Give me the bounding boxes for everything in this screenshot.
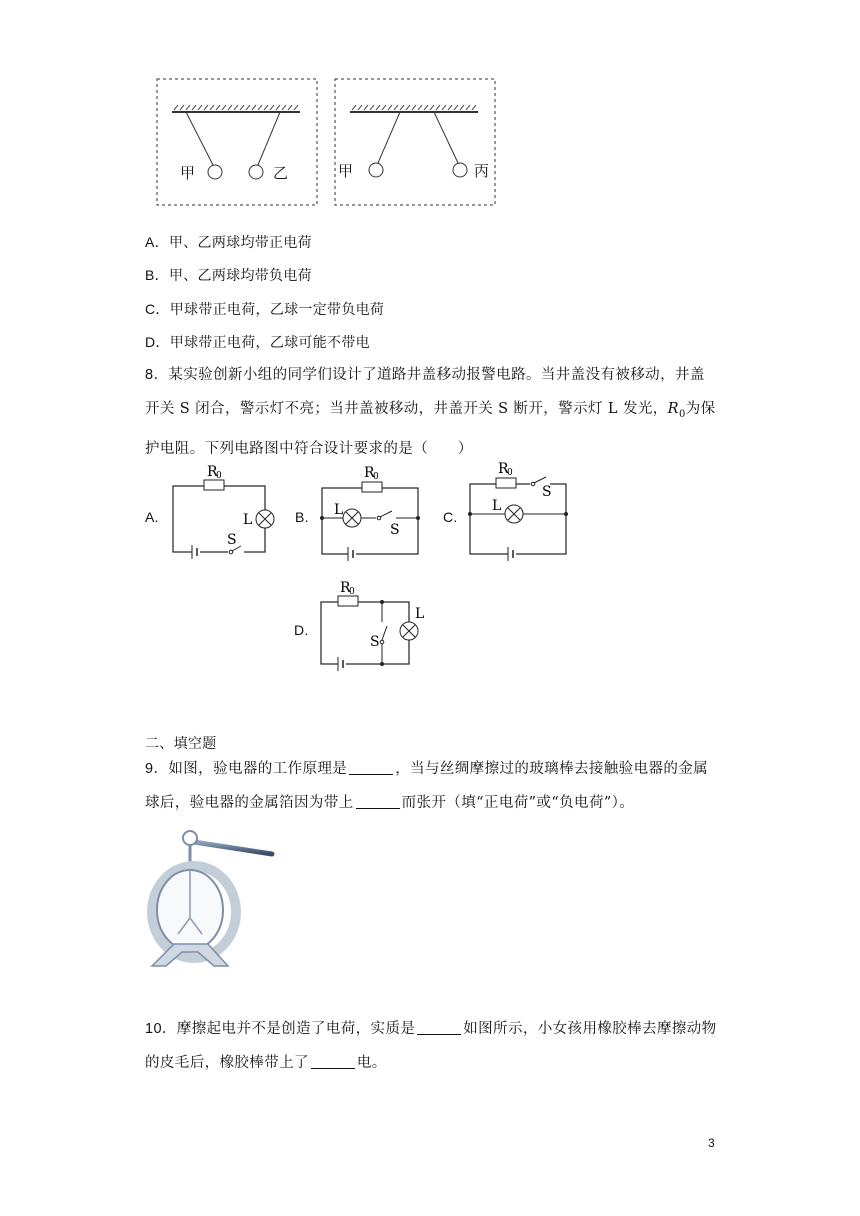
q8-option-d-letter: D. <box>294 622 309 638</box>
q7-option-c <box>145 299 384 319</box>
q7-figure-left <box>156 78 320 208</box>
q8-line-3: 护电阻。下列电路图中符合设计要求的是（ ） <box>145 440 473 457</box>
svg-text:L: L <box>415 606 425 622</box>
q9-line-2: 球后，验电器的金属箔因为带上 而张开（填“正电荷”或“负电荷”）。 <box>145 795 635 811</box>
option-text: 甲球带正电荷，乙球可能不带电 <box>169 335 370 351</box>
q8-line-2: 开关 S 闭合，警示灯不亮；当井盖被移动，井盖开关 S 断开，警示灯 L 发光，$R_0$为保 <box>145 401 716 420</box>
option-text: 甲球带正电荷，乙球一定带负电荷 <box>169 302 385 318</box>
page-number: 3 <box>708 1136 715 1150</box>
option-letter: A． <box>145 234 169 250</box>
q8-circuit-b <box>316 464 426 562</box>
q8-circuit-d <box>316 580 430 672</box>
svg-text:0: 0 <box>373 472 379 482</box>
svg-text:S: S <box>542 484 552 500</box>
q8-option-c-letter: C. <box>443 509 458 525</box>
svg-text:0: 0 <box>507 468 513 478</box>
q10-line-2: 的皮毛后，橡胶棒带上了 电。 <box>145 1055 387 1071</box>
svg-text:R: R <box>364 465 375 481</box>
q8-option-a-letter: A. <box>145 509 159 525</box>
q7-option-d <box>145 332 370 352</box>
option-letter: B． <box>145 267 169 283</box>
q10-stem <box>145 1012 725 1080</box>
svg-text:S: S <box>370 634 380 650</box>
option-text: 甲、乙两球均带负电荷 <box>168 268 312 284</box>
svg-text:L: L <box>243 512 253 528</box>
answer-blank[interactable] <box>311 1054 355 1069</box>
q8-option-b-letter: B. <box>295 509 309 525</box>
answer-blank[interactable] <box>349 760 393 775</box>
electroscope-illustration <box>144 826 280 972</box>
option-letter: D． <box>145 334 170 350</box>
svg-text:R: R <box>340 580 351 596</box>
answer-blank[interactable] <box>356 794 400 809</box>
svg-text:0: 0 <box>216 471 222 481</box>
answer-blank[interactable] <box>417 1020 461 1035</box>
q10-line-1: 10．摩擦起电并不是创造了电荷，实质是 如图所示，小女孩用橡胶棒去摩擦动物 <box>145 1021 717 1037</box>
q7-left-label-2: 乙 <box>273 164 289 182</box>
q9-stem <box>145 752 725 820</box>
q7-option-a <box>145 232 312 252</box>
svg-text:S: S <box>227 532 237 548</box>
svg-text:S: S <box>390 522 400 538</box>
q8-line-1: 8．某实验创新小组的同学们设计了道路井盖移动报警电路。当井盖没有被移动，井盖 <box>145 367 705 383</box>
svg-text:0: 0 <box>349 587 355 597</box>
q7-option-b <box>145 265 312 285</box>
svg-text:R: R <box>498 461 509 477</box>
q7-right-label-1: 甲 <box>338 162 354 180</box>
option-letter: C． <box>145 301 170 317</box>
q7-right-label-2: 丙 <box>474 162 490 180</box>
q8-stem <box>145 358 725 466</box>
option-text: 甲、乙两球均带正电荷 <box>168 235 312 251</box>
q8-circuit-a <box>170 464 280 562</box>
q9-line-1: 9．如图，验电器的工作原理是 ，当与丝绸摩擦过的玻璃棒去接触验电器的金属 <box>145 761 709 777</box>
svg-text:L: L <box>334 502 344 518</box>
section-title: 二、填空题 <box>145 736 217 752</box>
svg-text:R: R <box>207 464 218 480</box>
q7-figure-right <box>334 78 498 208</box>
svg-text:L: L <box>492 498 502 514</box>
q8-circuit-c <box>466 460 576 562</box>
q7-left-label-1: 甲 <box>180 164 196 182</box>
